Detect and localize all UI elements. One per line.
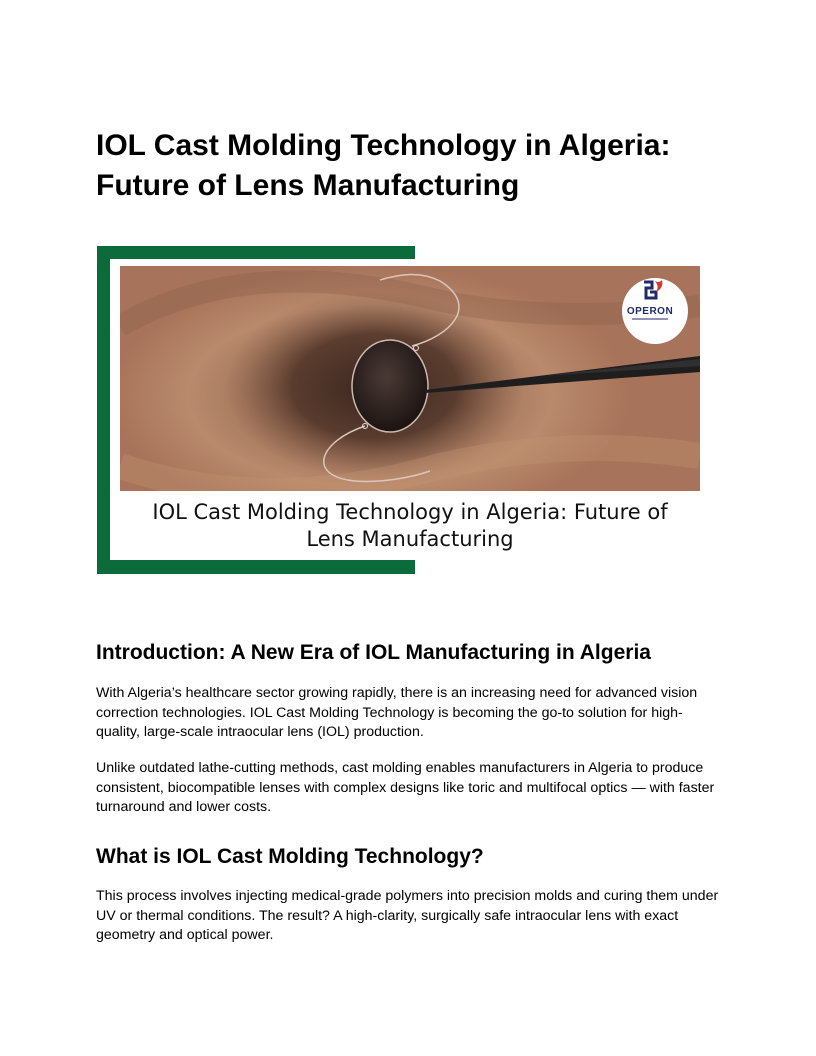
section-heading-introduction: Introduction: A New Era of IOL Manufacturing in Algeria xyxy=(96,641,651,664)
operon-logo-mark xyxy=(622,278,678,326)
frame-bottom-bar xyxy=(97,560,415,574)
eye-lens-photo xyxy=(120,266,700,491)
document-title xyxy=(96,126,736,206)
frame-top-bar xyxy=(97,246,415,259)
title-line-1: IOL Cast Molding Technology in Algeria: xyxy=(96,129,671,162)
section-heading-what-is: What is IOL Cast Molding Technology? xyxy=(96,845,484,868)
iol-lens-illustration xyxy=(120,266,700,491)
banner-caption xyxy=(120,499,700,553)
lens-optic xyxy=(352,340,428,432)
intro-paragraph-1: With Algeria’s healthcare sector growing rapidly, there is an increasing need for advanced vision correction technologies. IOL Cast Molding Technology is becoming the go-to solution for high-quality, large-scale intraocular lens (IOL) production. xyxy=(96,685,698,741)
intro-paragraph-2: Unlike outdated lathe-cutting methods, cast molding enables manufacturers in Algeria to produce consistent, biocompatible lenses with complex designs like toric and multifocal optics — with faster turnaround and lower costs. xyxy=(96,760,715,816)
svg-text:OPERON: OPERON xyxy=(626,306,674,317)
banner-caption-line-1: IOL Cast Molding Technology in Algeria: Future of xyxy=(152,500,668,524)
operon-logo xyxy=(622,278,688,344)
title-line-2: Future of Lens Manufacturing xyxy=(96,169,520,202)
banner-image xyxy=(97,246,702,574)
banner-caption-line-2: Lens Manufacturing xyxy=(306,527,514,551)
what-is-paragraph-1: This process involves injecting medical-grade polymers into precision molds and curing them under UV or thermal conditions. The result? A high-clarity, surgically safe intraocular lens with exact geometry and optical power. xyxy=(96,888,719,944)
frame-left-bar xyxy=(97,246,110,574)
